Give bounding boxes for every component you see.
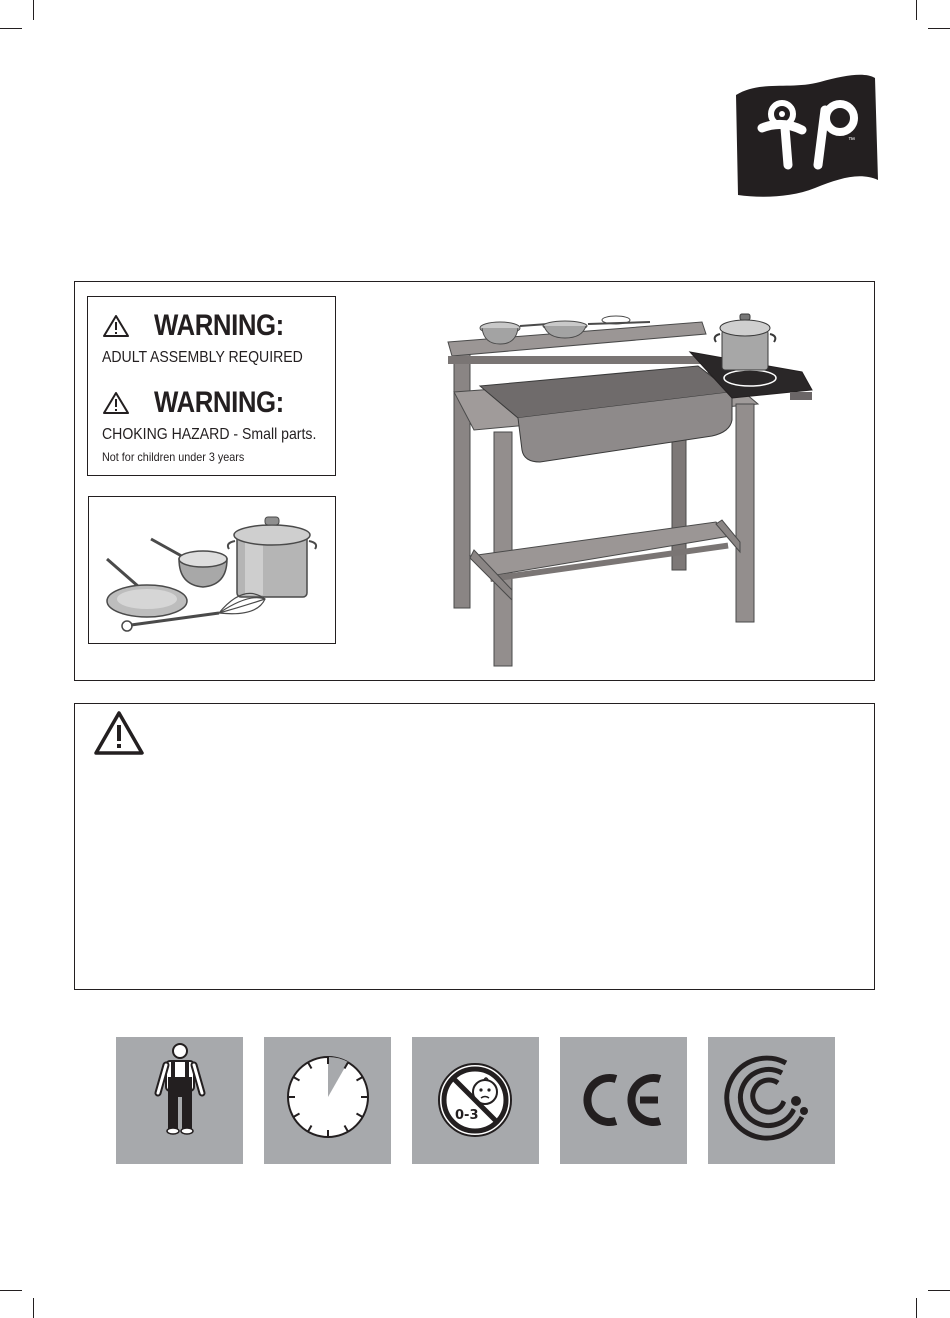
warning-title: WARNING: <box>154 309 284 342</box>
choking-hazard-icon <box>708 1037 835 1164</box>
tp-logo <box>730 70 880 205</box>
crop-mark <box>916 0 917 20</box>
crop-mark <box>0 28 22 29</box>
warning-header-1 <box>102 309 305 343</box>
warning-triangle-icon <box>93 710 145 756</box>
not-for-0-3-years-icon <box>412 1037 539 1164</box>
adult-person-icon <box>116 1037 243 1164</box>
crop-mark <box>916 1298 917 1318</box>
warning-text: CHOKING HAZARD - Small parts. <box>102 426 317 443</box>
crop-mark <box>33 0 34 20</box>
safety-instructions-box <box>74 703 875 990</box>
warning-title: WARNING: <box>154 386 284 419</box>
ce-mark-icon <box>560 1037 687 1164</box>
crop-mark <box>928 1290 950 1291</box>
utensils-image <box>88 496 336 644</box>
age-range-label: 0-3 <box>455 1108 479 1123</box>
warning-header-2 <box>102 386 305 420</box>
warning-triangle-icon <box>102 391 130 415</box>
crop-mark <box>33 1298 34 1318</box>
warning-subtext: Not for children under 3 years <box>102 450 245 464</box>
crop-mark <box>928 28 950 29</box>
mud-kitchen-image <box>440 300 830 672</box>
warning-box <box>87 296 336 476</box>
warning-triangle-icon <box>102 314 130 338</box>
clock-time-icon <box>264 1037 391 1164</box>
warning-text: ADULT ASSEMBLY REQUIRED <box>102 349 303 366</box>
trademark-text: ™ <box>848 137 855 144</box>
crop-mark <box>0 1290 22 1291</box>
